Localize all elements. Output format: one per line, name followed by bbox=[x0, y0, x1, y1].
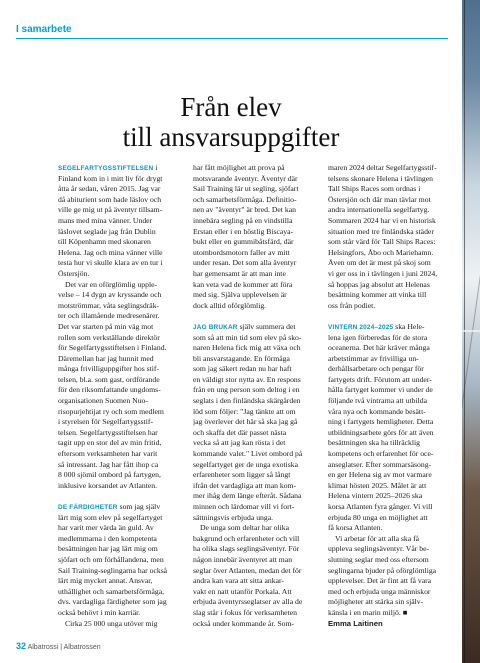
paragraph-kicker: SEGELFARTYGSSTIFTELSEN bbox=[58, 165, 156, 172]
text-line bbox=[58, 491, 185, 502]
text-line: utbildningsarbete görs för att även bbox=[328, 427, 434, 437]
text-line: andra kan vara att sitta ankar- bbox=[193, 576, 284, 586]
text-line: maren 2024 deltar Segelfartygsstif- bbox=[328, 163, 437, 172]
text-line: så hoppas jag absolut att Helenas bbox=[328, 279, 430, 289]
cover-photo-strip bbox=[460, 0, 480, 663]
text-line bbox=[58, 502, 185, 513]
text-line: ning i fartygets hemligheter. Detta bbox=[328, 417, 434, 427]
text-line: i styrelsen för Segelfartygsstif- bbox=[58, 417, 154, 427]
text-line: slutning seglar med oss eftersom bbox=[328, 554, 429, 564]
text-line: 8 000 sjömil ombord på fartygen, bbox=[58, 470, 161, 480]
line-text: som jag själv bbox=[119, 502, 161, 511]
text-line: besättningen har jag lärt mig om bbox=[58, 544, 158, 554]
text-line: seglar över Atlanten, medan det för bbox=[193, 565, 302, 575]
text-line: våra nya och kommande besätt- bbox=[328, 406, 426, 416]
text-line: lärt mig som elev på segelfartyget bbox=[58, 512, 163, 522]
text-line: som så att min tid som elev på sko- bbox=[193, 332, 302, 342]
text-line: till Köpenhamn med skonaren bbox=[58, 237, 151, 247]
text-column-1 bbox=[58, 163, 185, 629]
text-line: en väldigt stor nytta av. En respons bbox=[193, 374, 301, 384]
text-line: erfarenheter som ligger så långt bbox=[193, 470, 291, 480]
text-line: erbjuda 80 unga en möjlighet att bbox=[328, 512, 428, 522]
text-line: Sommaren 2024 har vi en historisk bbox=[328, 215, 436, 225]
text-line: ville ge mig ut på äventyr tillsam- bbox=[58, 205, 163, 215]
author-name: Emma Laitinen bbox=[328, 618, 383, 628]
text-line: sättningsvis erbjuda unga. bbox=[193, 512, 274, 522]
publication-name: Albatrossi | Albatrossen bbox=[27, 644, 101, 651]
text-line: mer ihåg dem länge efteråt. Sådana bbox=[193, 491, 302, 501]
text-line: organisationen Suomen Nuo- bbox=[58, 396, 148, 406]
text-line: har fått möjlighet att prova på bbox=[193, 163, 285, 172]
text-line: och skaffa det där passet nästa bbox=[193, 427, 287, 437]
text-line: också behövt i min karriär. bbox=[58, 607, 141, 617]
article-title bbox=[0, 92, 462, 152]
text-line: tagit upp en stor del av min fritid, bbox=[58, 438, 162, 448]
text-line: innebära segling på en vindstilla bbox=[193, 215, 293, 225]
text-line: oceanerna. Det här kräver många bbox=[328, 343, 430, 353]
text-line: för Segelfartygsstiftelsen i Finland. bbox=[58, 343, 167, 353]
text-line: anseglatser. Efter sommarsäsong- bbox=[328, 459, 432, 469]
line-text: själv summera det bbox=[239, 321, 296, 331]
text-line: medlemmarna i den kompetenta bbox=[58, 533, 157, 543]
text-line: ifrån det vardagliga att man kom- bbox=[193, 480, 297, 490]
text-line: korsa Atlanten fyra gånger. Vi vill bbox=[328, 502, 433, 511]
text-line: så intressant. Jag har fått ihop ca bbox=[58, 459, 159, 469]
text-line: utombordsmotorn faller av mitt bbox=[193, 247, 290, 257]
text-line: Tall Ships Races som ordnas i bbox=[328, 184, 421, 194]
text-line: kan veta vad de kommer att föra bbox=[193, 279, 293, 289]
text-line: vi ger oss in i tävlingen i juni 2024, bbox=[328, 268, 438, 278]
text-line: ter och illamående medresenärer. bbox=[58, 311, 160, 321]
text-line: hålla fartyget kommer vi under de bbox=[328, 385, 433, 395]
text-line: lena igen förberedas för de stora bbox=[328, 332, 428, 342]
text-line: jag överlever det här så ska jag gå bbox=[193, 417, 298, 427]
text-line: Det var starten på min väg mot bbox=[58, 321, 154, 331]
text-line: situation med tre finländska städer bbox=[328, 226, 434, 236]
title-line-1: Från elev bbox=[180, 92, 282, 122]
text-column-3 bbox=[328, 163, 455, 629]
text-line: Även om det är mest på skoj som bbox=[328, 258, 431, 268]
text-line: klimat hösten 2025. Målet är att bbox=[328, 480, 427, 490]
text-line: få korsa Atlanten. bbox=[328, 523, 383, 533]
text-line bbox=[328, 311, 455, 322]
text-line: har gemensamt är att man inte bbox=[193, 268, 286, 278]
text-line bbox=[193, 322, 320, 333]
text-line: och samarbetsförmåga. Definitio- bbox=[193, 194, 297, 204]
text-line: löd som följer: "Jag tänkte att om bbox=[193, 406, 296, 416]
text-line: från en ung person som deltog i en bbox=[193, 385, 300, 395]
text-line: seglingarna bjuder på oförglömliga bbox=[328, 565, 437, 575]
text-line: rollen som verkställande direktör bbox=[58, 332, 160, 342]
text-line: följande två vintrarna att utbilda bbox=[328, 396, 428, 406]
text-line: som jag säkert redan nu har haft bbox=[193, 364, 292, 374]
text-line: Däremellan har jag hunnit med bbox=[58, 353, 154, 363]
text-line: telsen, bl.a. som gast, ordförande bbox=[58, 374, 160, 384]
text-line: erbjuda äventyrsseglatser av alla de bbox=[193, 597, 303, 607]
text-line: Östersjön och där man tävlar mot bbox=[328, 194, 431, 204]
text-line: under resan. Det som alla äventyr bbox=[193, 258, 297, 268]
paragraph-kicker: VINTERN 2024–2025 bbox=[328, 323, 396, 331]
line-text: i bbox=[155, 163, 158, 172]
text-line: dock alltid oförglömlig. bbox=[193, 300, 267, 310]
text-line: lärt mig mycket annat. Ansvar, bbox=[58, 576, 153, 586]
text-line: Östersjön. bbox=[58, 268, 90, 278]
text-line: känsla i en marin miljö. ■ bbox=[328, 607, 408, 617]
text-line: velse – 14 dygn av kryssande och bbox=[58, 290, 162, 300]
text-line: risopurjehtijat ry och som medlem bbox=[58, 406, 164, 416]
text-line: mans med mina vänner. Under bbox=[58, 215, 153, 225]
text-line: Sail Training-seglingarna har också bbox=[58, 565, 168, 575]
text-line: upplevelser. Det är fint att få vara bbox=[328, 576, 432, 586]
text-line: fartygets drift. Förutom att under- bbox=[328, 374, 432, 384]
text-line: vecka så att jag kan rösta i det bbox=[193, 438, 286, 448]
page-footer bbox=[16, 641, 101, 651]
text-line: då abiturient som hade läslov och bbox=[58, 194, 162, 204]
text-line: uthållighet och samarbetsförmåga, bbox=[58, 586, 165, 596]
text-line bbox=[193, 311, 320, 322]
page-number: 32 bbox=[16, 641, 27, 651]
text-line: med sig. Själva upplevelsen är bbox=[193, 290, 287, 300]
text-line: De unga som deltar har olika bbox=[200, 523, 290, 533]
paragraph-kicker: DE FÄRDIGHETER bbox=[58, 504, 120, 511]
text-line: en ger Helena sig av mot varmare bbox=[328, 470, 432, 480]
text-line: besättningen ska ha tillräcklig bbox=[328, 438, 421, 448]
text-line: bakgrund och erfarenheter och vill bbox=[193, 533, 300, 543]
text-line: ha olika slags seglingsäventyr. För bbox=[193, 544, 300, 554]
text-line: eftersom verksamheten har varit bbox=[58, 449, 158, 459]
text-line: med och erbjuda unga människor bbox=[328, 586, 431, 596]
text-line: segelfartyget ger de unga exotiska bbox=[193, 459, 299, 469]
text-line: uppleva seglingsäventyr. Vår be- bbox=[328, 544, 430, 554]
text-line: andra internationella segelfartyg. bbox=[328, 205, 430, 215]
text-line bbox=[328, 322, 455, 333]
text-line: kommande valet." Livet ombord på bbox=[193, 449, 303, 459]
text-line: Erstan eller i en höstlig Biscaya- bbox=[193, 226, 294, 236]
text-line: besättning kommer att vinka till bbox=[328, 290, 427, 300]
text-line: som står värd för Tall Ships Races: bbox=[328, 237, 436, 247]
section-rule bbox=[16, 38, 448, 39]
text-line: Sail Training lär ut segling, sjöfart bbox=[193, 184, 299, 194]
text-line: många frivilliguppgifter hos stif- bbox=[58, 364, 159, 374]
text-line: arbetstimmar av frivilliga un- bbox=[328, 353, 419, 363]
text-line: kompetens och erfarenhet för oce- bbox=[328, 449, 434, 459]
title-line-2: till ansvarsuppgifter bbox=[122, 122, 340, 152]
text-line: möjligheter att stärka sin själv- bbox=[328, 597, 424, 607]
text-line: bli ansvarstagande. En förmåga bbox=[193, 353, 290, 363]
text-line: för den riksomfattande ungdoms- bbox=[58, 385, 161, 395]
line-text: ska Hele- bbox=[395, 321, 425, 331]
section-label: I samarbete bbox=[16, 24, 72, 35]
text-line: Finland kom in i mitt liv för drygt bbox=[58, 173, 163, 183]
text-line: minnen och lärdomar vill vi fort- bbox=[193, 502, 295, 511]
text-line: motströmmar, våta seglingsdräk- bbox=[58, 300, 160, 310]
text-line: testa hur vi skulle klara av en tur i bbox=[58, 258, 163, 268]
text-line: Det var en oförglömlig upple- bbox=[65, 279, 158, 289]
text-line: nen av "äventyr" är bred. Det kan bbox=[193, 205, 296, 215]
text-line: bukt eller en gummibåtsfärd, där bbox=[193, 237, 294, 247]
text-line bbox=[58, 163, 185, 174]
paragraph-kicker: JAG BRUKAR bbox=[193, 323, 240, 331]
text-line: Helena. Jag och mina vänner ville bbox=[58, 247, 163, 257]
text-line: seglats i den finländska skärgården bbox=[193, 396, 301, 406]
text-line: derhållsarbetare och pengar för bbox=[328, 364, 424, 374]
text-line: läslovet seglade jag från Dublin bbox=[58, 226, 156, 236]
text-line: Cirka 25 000 unga utöver mig bbox=[65, 618, 158, 628]
text-line: slag står i fokus för verksamheten bbox=[193, 607, 297, 617]
text-line: Vi arbetar för att alla ska få bbox=[335, 533, 420, 543]
text-line: vakt en natt utanför Porkala. Att bbox=[193, 586, 292, 596]
text-line: motsvarande äventyr. Äventyr där bbox=[193, 173, 298, 183]
text-line: någon innebär äventyret att man bbox=[193, 554, 293, 564]
text-line: Helsingfors, Åbo och Mariehamn. bbox=[328, 247, 434, 257]
text-line: telsen. Segelfartygsstiftelsen har bbox=[58, 427, 158, 437]
text-line: telsens skonare Helena i tävlingen bbox=[328, 173, 434, 183]
text-line: också under kommande år. Som- bbox=[193, 618, 294, 628]
text-line: åtta år sedan, våren 2015. Jag var bbox=[58, 184, 161, 194]
text-line: Helena vintern 2025–2026 ska bbox=[328, 491, 423, 501]
text-line: har varit mer värda än guld. Av bbox=[58, 523, 154, 533]
text-line: inklusive korsandet av Atlanten. bbox=[58, 480, 158, 490]
text-line: dvs. vardagliga färdigheter som jag bbox=[58, 597, 167, 607]
text-line: sjöfart och om förhållandena, men bbox=[58, 554, 164, 564]
text-line: oss från podiet. bbox=[328, 300, 376, 310]
text-line: naren Helena fick mig att växa och bbox=[193, 343, 301, 353]
text-column-2 bbox=[193, 163, 320, 629]
text-line bbox=[328, 619, 455, 630]
